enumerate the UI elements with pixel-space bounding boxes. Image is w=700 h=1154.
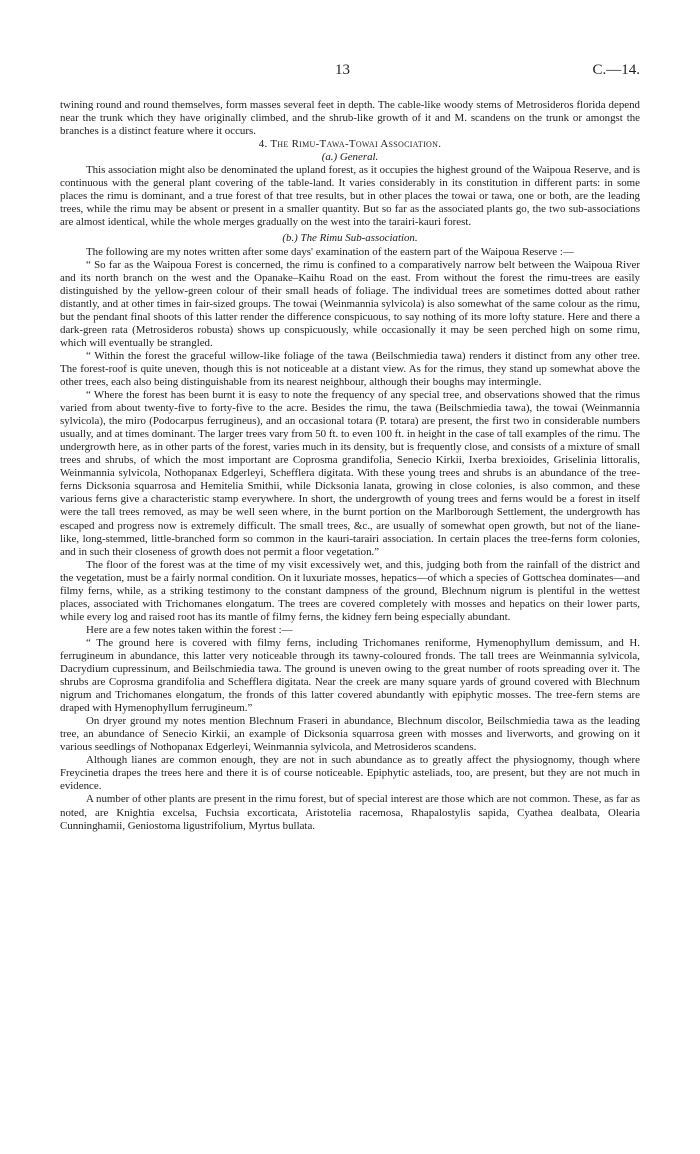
paragraph: A number of other plants are present in the rimu forest, but of special interest are those which are not common. These, as far as noted, are Knightia excelsa, Fuchsia excorticata, Aristotelia racemosa, Rhapalostylis sapida, Cyathea dealbata, Olearia Cunninghamii, Geniostoma ligustrifolium, Myrtus bullata.	[60, 793, 640, 832]
paragraph-continuation: twining round and round themselves, form masses several feet in depth. The cable-like woody stems of Metrosideros florida depend near the trunk which they have originally climbed, and the shrub-like growth of it and M. scandens on the trunk or amongst the branches is a distinct feature where it occurs.	[60, 99, 640, 138]
page-header	[60, 62, 640, 82]
paragraph: Here are a few notes taken within the forest :—	[86, 623, 293, 636]
quoted-paragraph: “ The ground here is covered with filmy ferns, including Trichomanes reniforme, Hymenophyllum demissum, and H. ferrugineum in abundance, this latter very noticeable through its tawny-coloured fronds. The tall trees are Weinmannia sylvicola, Dacrydium cupressinum, and Beilschmiedia tawa. The ground is uneven owing to the great number of roots spreading over it. The shrubs are Coprosma grandifolia and Schefflera digitata. Near the creek are many square yards of ground covered with Blechnum nigrum and Trichomanes elongatum, the fronds of this latter covered abundantly with epiphytic mosses. The tree-fern stems are draped with Hymenophyllum ferrugineum.”	[60, 636, 640, 715]
quoted-paragraph: “ So far as the Waipoua Forest is concerned, the rimu is confined to a comparatively narrow belt between the Waipoua River and its north branch on the west and the Opanake–Kaihu Road on the east. From without the forest the rimu-trees are easily distinguished by the yellow-green colour of their small heads of foliage. The individual trees are sometimes dotted about rather distantly, and at other times in fair-sized groups. The towai (Weinmannia sylvicola) is also somewhat of the same colour as the rimu, but the pendant final shoots of this latter render the difference conspicuous, to say nothing of its more lofty stature. Here and there a dark-green rata (Metrosideros robusta) shows up conspicuously, while occasionally it may be seen perched high on some rimu, which will eventually be strangled.	[60, 258, 640, 349]
paragraph: The floor of the forest was at the time of my visit excessively wet, and this, judging both from the rainfall of the district and the vegetation, must be a fairly normal condition. On it luxuriate mosses, hepatics—of which a species of Gottschea dominates—and filmy ferns, while, as a striking testimony to the constant dampness of the ground, Blechnum nigrum is plentiful in the wettest places, associated with Trichomanes elongatum. The trees are covered completely with mosses and hepatics on their lower parts, while every log and raised root has its mantle of filmy ferns, the kidney fern being especially abundant.	[60, 558, 640, 623]
subsection-heading-general: (a.) General.	[321, 151, 379, 164]
subsection-heading-rimu: (b.) The Rimu Sub-association.	[282, 232, 418, 245]
quoted-paragraph: “ Where the forest has been burnt it is easy to note the frequency of any special tree, and observations showed that the rimus varied from about twenty-five to forty-five to the acre. Besides the rimu, the tawa (Beilschmiedia tawa), the towai (Weinmannia sylvicola), the miro (Podocarpus ferrugineus), and an occasional totara (P. totara) are present, the first two in considerable numbers usually, and at times dominant. The larger trees vary from 50 ft. to even 100 ft. in height in the case of tall examples of the rimu. The undergrowth here, as in other parts of the forest, varies much in its density, but is frequently close, and consists of a mixture of small trees and shrubs, of which the most important are Coprosma grandifolia, Senecio Kirkii, Ixerba brexioides, Griselinia littoralis, Weinmannia sylvicola, Nothopanax Edgerleyi, Schefflera digitata. With these young trees and shrubs is an abundance of the tree-ferns Dicksonia squarrosa and Hemitelia Smithii, while Dicksonia lanata, growing in close colonies, is also common, and these various ferns give a characteristic stamp everywhere. In short, the undergrowth of young trees and ferns would be a forest in itself were the tall trees removed, as may be well seen where, in the burnt portion on the Marlborough Settlement, the undergrowth has escaped and progress now is extremely difficult. The small trees, &c., are usually of somewhat open growth, but not of the liane-like, long-stemmed, little-branched form so common in the kauri-tarairi association. In certain places the tree-ferns form colonies, and in such their closeness of growth does not permit a floor vegetation.”	[60, 389, 640, 558]
paragraph: The following are my notes written after some days' examination of the eastern part of the Waipoua Reserve :—	[86, 245, 574, 258]
section-heading: 4. The Rimu-Tawa-Towai Association.	[258, 138, 442, 151]
text-column	[60, 99, 640, 833]
paragraph: This association might also be denominated the upland forest, as it occupies the highest ground of the Waipoua Reserve, and is continuous with the general plant covering of the table-land. It varies considerably in its constitution in different parts: in some places the rimu is dominant, and a true forest of that tree results, but in other places the towai or tawa, one or both, are the leading trees, while the rimu may be absent or present in a smaller quantity. But so far as the associated plants go, the two sub-associations are almost identical, while the whole merges gradually on the west into the tarairi-kauri forest.	[60, 164, 640, 229]
paragraph: On dryer ground my notes mention Blechnum Fraseri in abundance, Blechnum discolor, Beilschmiedia tawa as the leading tree, an abundance of Senecio Kirkii, an example of Dicksonia squarrosa green with mosses and liverworts, and growing on it various seedlings of Nothopanax Edgerleyi, Weinmannia sylvicola, and Metrosideros scandens.	[60, 715, 640, 754]
paragraph: Although lianes are common enough, they are not in such abundance as to greatly affect the physiognomy, though where Freycinetia drapes the trees here and there it is of course noticeable. Epiphytic asteliads, too, are present, but they are not much in evidence.	[60, 754, 640, 793]
page-number: 13	[335, 62, 350, 78]
document-id: C.—14.	[592, 62, 640, 78]
quoted-paragraph: “ Within the forest the graceful willow-like foliage of the tawa (Beilschmiedia tawa) renders it distinct from any other tree. The forest-roof is quite uneven, though this is not noticeable at a distant view. As for the rimus, they stand up somewhat above the other trees, each also being distinguishable from its nearest neighbour, although their boughs may intermingle.	[60, 349, 640, 388]
